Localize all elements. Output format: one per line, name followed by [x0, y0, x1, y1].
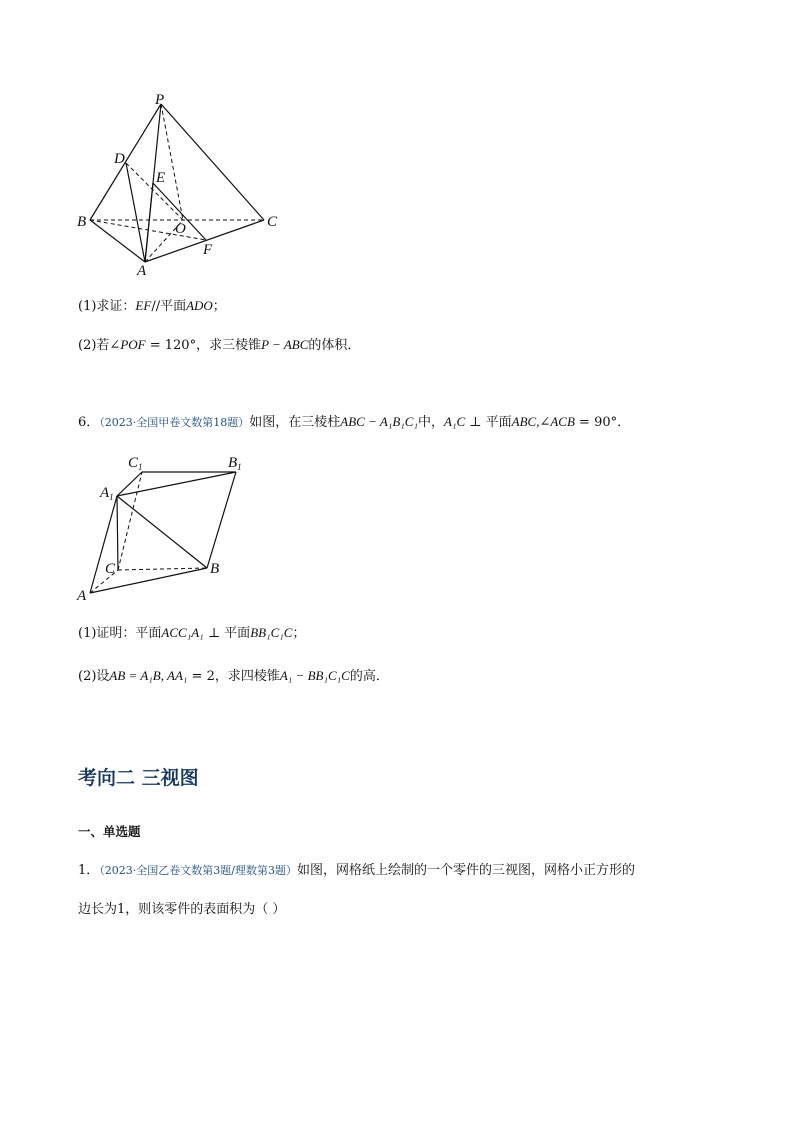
edge-AA1: [90, 496, 117, 593]
dash-CC1: [118, 472, 142, 570]
problem5-part1: [78, 296, 226, 317]
edge-A1C1: [117, 472, 142, 496]
problem6-text1: 如图，在三棱柱: [249, 415, 341, 430]
problem6-text3: ⊥ 平面: [465, 415, 512, 430]
p6-part2-math1: AB = A₁B, AA₁: [109, 668, 188, 683]
p6-part1-math2: BB₁C₁C: [250, 625, 293, 640]
part2-suffix: 的体积．: [308, 338, 361, 353]
problem6-text2: 中，: [418, 415, 445, 430]
part2-math-pyramid: P − ABC: [261, 337, 309, 352]
problem1-text1: 如图，网格纸上绘制的一个零件的三视图，网格小正方形的: [296, 863, 635, 878]
problem6-math2: A₁C: [444, 414, 466, 429]
label-B: B: [77, 214, 87, 230]
section-title: 考向二 三视图: [78, 767, 199, 789]
problem6-statement: [78, 412, 630, 433]
label-A: A: [137, 263, 147, 279]
problem6-number: 6．: [78, 415, 100, 430]
label-F: F: [203, 242, 213, 258]
label-B1: $B_1$: [228, 455, 242, 472]
dash-A1B1-diag: [118, 472, 236, 570]
label-A: A: [77, 588, 87, 604]
edge-A1C: [117, 496, 118, 570]
problem1-line2: [78, 900, 285, 920]
dash-CB: [118, 568, 207, 570]
part1-suffix: ；: [212, 299, 226, 314]
p6-part2-math2: A₁ − BB₁C₁C: [279, 668, 350, 683]
problem6-math3: ABC,∠ACB: [511, 414, 575, 429]
edge-PB: [90, 104, 161, 220]
edge-B1B: [207, 472, 236, 568]
problem5-part2: [78, 335, 360, 356]
prism-figure: [70, 448, 260, 608]
part1-mid: //平面: [151, 299, 187, 314]
label-B: B: [210, 561, 220, 577]
p6-part1-math1: ACC₁A₁: [161, 625, 204, 640]
label-C1: $C_1$: [128, 455, 143, 472]
label-C: C: [105, 561, 116, 577]
problem1-line1: [78, 861, 635, 881]
p6-part2-suffix: 的高．: [349, 669, 389, 684]
part1-prefix: (1)求证：: [78, 299, 136, 314]
problem6-part2: [78, 666, 389, 687]
edge-A1B1: [117, 472, 236, 496]
p6-part1-mid: ⊥ 平面: [203, 626, 251, 641]
problem6-text4: = 90°．: [574, 415, 631, 430]
p6-part2-mid: = 2，求四棱锥: [187, 669, 280, 684]
label-E: E: [156, 170, 166, 186]
label-D: D: [114, 151, 125, 167]
edge-BA: [90, 220, 145, 262]
p6-part1-prefix: (1)证明：平面: [78, 626, 162, 641]
problem6-source: （2023·全国甲卷文数第18题）: [99, 416, 250, 429]
p6-part1-suffix: ；: [292, 626, 306, 641]
edge-DA: [126, 163, 145, 262]
part2-prefix: (2)若: [78, 338, 110, 353]
problem1-text2: 边长为1，则该零件的表面积为（ ）: [78, 902, 286, 917]
problem1-number: 1．: [78, 863, 100, 878]
label-P: P: [155, 92, 165, 108]
problem1-source: （2023·全国乙卷文数第3题/理数第3题）: [99, 864, 297, 877]
p6-part2-prefix: (2)设: [78, 669, 110, 684]
label-O: O: [175, 221, 186, 237]
section-subtitle: 一、单选题: [78, 824, 141, 839]
problem6-part1: [78, 623, 305, 644]
edge-EA: [145, 183, 153, 262]
part2-mid: = 120°，求三棱锥: [145, 338, 262, 353]
problem6-math1: ABC − A₁B₁C₁: [340, 414, 418, 429]
label-A1: $A_1$: [100, 485, 114, 502]
part1-math-EF: EF: [135, 298, 152, 313]
part1-math-ADO: ADO: [186, 298, 213, 313]
pyramid-figure: [70, 90, 290, 290]
edge-PC: [161, 104, 264, 220]
part2-math-angle: ∠POF: [109, 337, 146, 352]
label-C: C: [267, 214, 278, 230]
